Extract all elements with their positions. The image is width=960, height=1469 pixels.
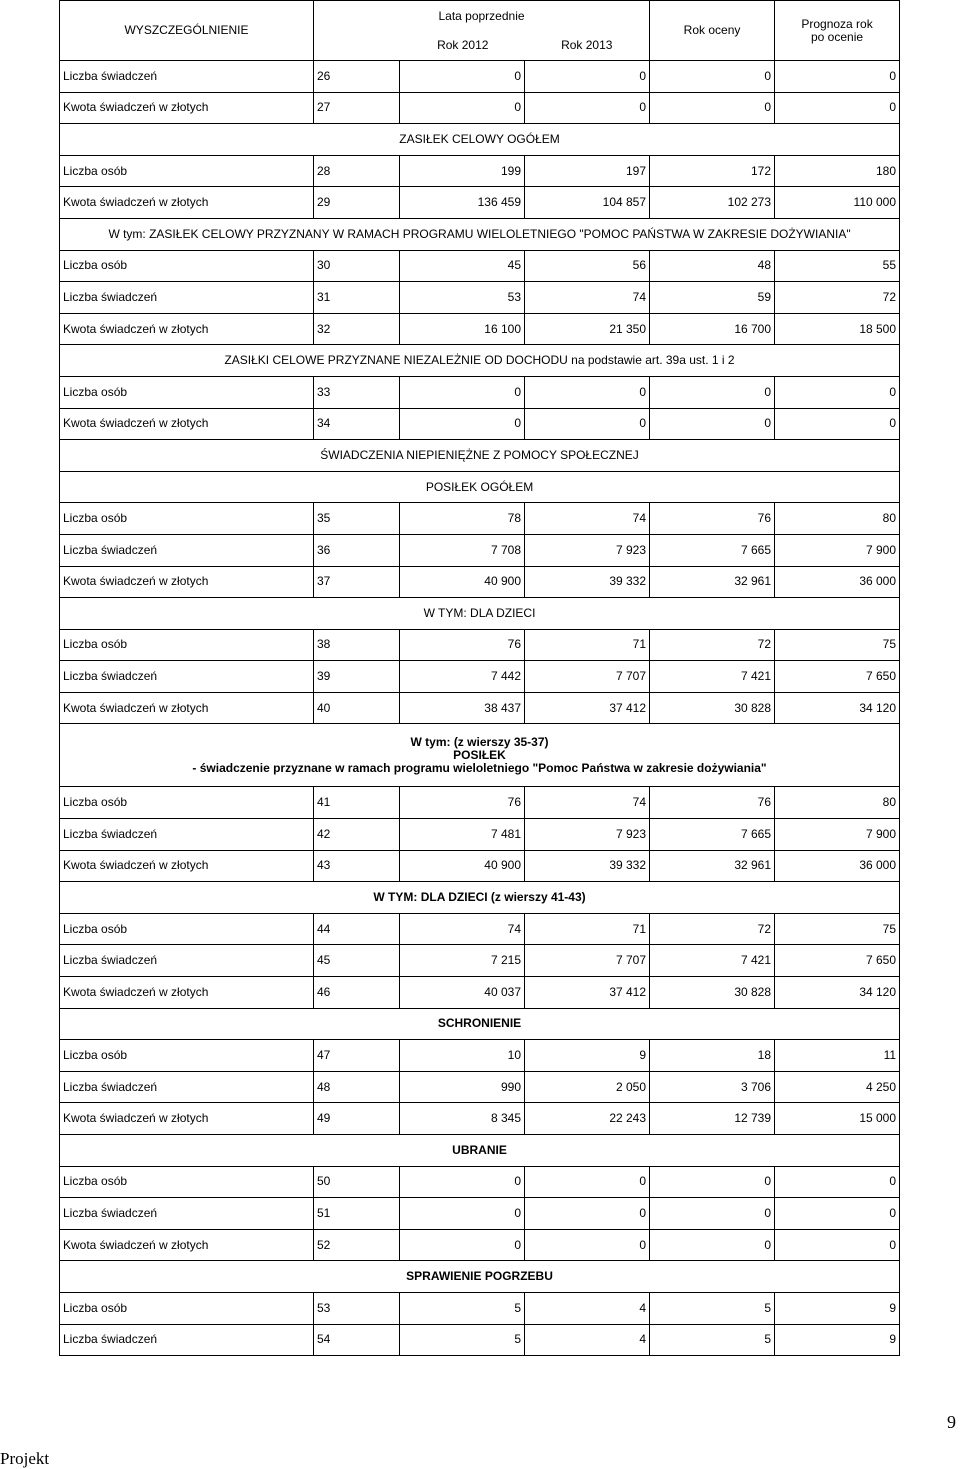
section-row bbox=[60, 440, 900, 472]
row-number: 50 bbox=[314, 1166, 400, 1198]
row-label: Kwota świadczeń w złotych bbox=[60, 692, 314, 724]
report-table bbox=[59, 0, 900, 1356]
value-rating-year: 5 bbox=[650, 1324, 775, 1356]
value-rating-year: 59 bbox=[650, 282, 775, 314]
row-number: 30 bbox=[314, 250, 400, 282]
value-forecast: 110 000 bbox=[775, 187, 900, 219]
value-forecast: 9 bbox=[775, 1324, 900, 1356]
row-label: Liczba osób bbox=[60, 155, 314, 187]
value-2012: 76 bbox=[400, 629, 525, 661]
row-number: 44 bbox=[314, 913, 400, 945]
value-rating-year: 72 bbox=[650, 913, 775, 945]
value-2013: 39 332 bbox=[525, 850, 650, 882]
value-rating-year: 7 421 bbox=[650, 661, 775, 693]
header-previous-years: Lata poprzednie bbox=[314, 1, 650, 32]
value-forecast: 80 bbox=[775, 787, 900, 819]
table-row bbox=[60, 155, 900, 187]
value-2013: 0 bbox=[525, 1198, 650, 1230]
row-number: 46 bbox=[314, 977, 400, 1009]
section-row bbox=[60, 1261, 900, 1293]
row-number: 27 bbox=[314, 92, 400, 124]
value-2012: 78 bbox=[400, 503, 525, 535]
value-forecast: 0 bbox=[775, 408, 900, 440]
table-row bbox=[60, 977, 900, 1009]
header-year-2012: Rok 2012 bbox=[314, 31, 525, 61]
row-number: 34 bbox=[314, 408, 400, 440]
row-label: Kwota świadczeń w złotych bbox=[60, 850, 314, 882]
row-label: Liczba osób bbox=[60, 376, 314, 408]
value-2013: 0 bbox=[525, 408, 650, 440]
table-row bbox=[60, 850, 900, 882]
value-forecast: 15 000 bbox=[775, 1103, 900, 1135]
value-2013: 37 412 bbox=[525, 977, 650, 1009]
value-forecast: 11 bbox=[775, 1040, 900, 1072]
header-year-2013: Rok 2013 bbox=[525, 31, 650, 61]
row-number: 43 bbox=[314, 850, 400, 882]
value-forecast: 0 bbox=[775, 61, 900, 93]
value-rating-year: 32 961 bbox=[650, 850, 775, 882]
row-number: 47 bbox=[314, 1040, 400, 1072]
table-row bbox=[60, 819, 900, 851]
table-row bbox=[60, 313, 900, 345]
value-rating-year: 0 bbox=[650, 1166, 775, 1198]
table-row bbox=[60, 1292, 900, 1324]
row-label: Liczba świadczeń bbox=[60, 1324, 314, 1356]
value-2012: 7 442 bbox=[400, 661, 525, 693]
page-number: 9 bbox=[947, 1412, 956, 1432]
value-2013: 71 bbox=[525, 629, 650, 661]
value-2012: 40 037 bbox=[400, 977, 525, 1009]
value-2012: 0 bbox=[400, 1229, 525, 1261]
row-label: Liczba świadczeń bbox=[60, 661, 314, 693]
value-2013: 7 707 bbox=[525, 661, 650, 693]
value-rating-year: 32 961 bbox=[650, 566, 775, 598]
header-description: WYSZCZEGÓLNIENIE bbox=[60, 1, 314, 61]
row-number: 48 bbox=[314, 1071, 400, 1103]
value-rating-year: 0 bbox=[650, 1229, 775, 1261]
table-row bbox=[60, 61, 900, 93]
row-number: 35 bbox=[314, 503, 400, 535]
row-number: 29 bbox=[314, 187, 400, 219]
section-row bbox=[60, 345, 900, 377]
section-heading: ŚWIADCZENIA NIEPIENIĘŻNE Z POMOCY SPOŁECZNEJ bbox=[60, 440, 900, 472]
value-2012: 7 481 bbox=[400, 819, 525, 851]
value-2012: 45 bbox=[400, 250, 525, 282]
row-number: 40 bbox=[314, 692, 400, 724]
table-row bbox=[60, 1324, 900, 1356]
value-2013: 4 bbox=[525, 1324, 650, 1356]
value-rating-year: 102 273 bbox=[650, 187, 775, 219]
value-rating-year: 18 bbox=[650, 1040, 775, 1072]
value-rating-year: 0 bbox=[650, 408, 775, 440]
value-2012: 53 bbox=[400, 282, 525, 314]
table-row bbox=[60, 1166, 900, 1198]
row-number: 28 bbox=[314, 155, 400, 187]
row-label: Liczba osób bbox=[60, 503, 314, 535]
value-2013: 74 bbox=[525, 282, 650, 314]
value-2012: 74 bbox=[400, 913, 525, 945]
section-row bbox=[60, 598, 900, 630]
value-2013: 22 243 bbox=[525, 1103, 650, 1135]
section-row bbox=[60, 724, 900, 787]
table-row bbox=[60, 376, 900, 408]
value-2012: 16 100 bbox=[400, 313, 525, 345]
value-rating-year: 0 bbox=[650, 1198, 775, 1230]
value-2012: 0 bbox=[400, 1166, 525, 1198]
value-2013: 56 bbox=[525, 250, 650, 282]
table-row bbox=[60, 945, 900, 977]
value-2012: 0 bbox=[400, 61, 525, 93]
value-forecast: 80 bbox=[775, 503, 900, 535]
value-forecast: 9 bbox=[775, 1292, 900, 1324]
section-row bbox=[60, 1008, 900, 1040]
value-rating-year: 30 828 bbox=[650, 692, 775, 724]
value-2013: 2 050 bbox=[525, 1071, 650, 1103]
row-label: Kwota świadczeń w złotych bbox=[60, 1229, 314, 1261]
value-2012: 76 bbox=[400, 787, 525, 819]
row-label: Kwota świadczeń w złotych bbox=[60, 408, 314, 440]
row-number: 45 bbox=[314, 945, 400, 977]
section-row bbox=[60, 218, 900, 250]
value-2012: 10 bbox=[400, 1040, 525, 1072]
row-label: Liczba świadczeń bbox=[60, 282, 314, 314]
value-forecast: 0 bbox=[775, 1229, 900, 1261]
value-rating-year: 7 421 bbox=[650, 945, 775, 977]
row-number: 51 bbox=[314, 1198, 400, 1230]
value-2012: 199 bbox=[400, 155, 525, 187]
value-2012: 7 708 bbox=[400, 534, 525, 566]
row-number: 36 bbox=[314, 534, 400, 566]
value-forecast: 7 900 bbox=[775, 819, 900, 851]
section-row bbox=[60, 471, 900, 503]
value-forecast: 34 120 bbox=[775, 692, 900, 724]
row-label: Kwota świadczeń w złotych bbox=[60, 977, 314, 1009]
table-row bbox=[60, 250, 900, 282]
value-forecast: 36 000 bbox=[775, 850, 900, 882]
value-2013: 21 350 bbox=[525, 313, 650, 345]
row-label: Liczba osób bbox=[60, 787, 314, 819]
section-heading: UBRANIE bbox=[60, 1135, 900, 1167]
value-rating-year: 3 706 bbox=[650, 1071, 775, 1103]
value-forecast: 4 250 bbox=[775, 1071, 900, 1103]
row-label: Kwota świadczeń w złotych bbox=[60, 1103, 314, 1135]
value-2013: 9 bbox=[525, 1040, 650, 1072]
section-heading: ZASIŁKI CELOWE PRZYZNANE NIEZALEŻNIE OD DOCHODU na podstawie art. 39a ust. 1 i 2 bbox=[60, 345, 900, 377]
table-row bbox=[60, 408, 900, 440]
value-forecast: 7 900 bbox=[775, 534, 900, 566]
value-forecast: 72 bbox=[775, 282, 900, 314]
row-label: Kwota świadczeń w złotych bbox=[60, 187, 314, 219]
value-forecast: 0 bbox=[775, 92, 900, 124]
table-row bbox=[60, 692, 900, 724]
value-2012: 40 900 bbox=[400, 850, 525, 882]
value-2012: 40 900 bbox=[400, 566, 525, 598]
value-forecast: 180 bbox=[775, 155, 900, 187]
row-number: 33 bbox=[314, 376, 400, 408]
header-rating-year: Rok oceny bbox=[650, 1, 775, 61]
table-row bbox=[60, 913, 900, 945]
section-heading: W tym: (z wierszy 35-37) POSIŁEK - świadczenie przyznane w ramach programu wieloletniego "Pomoc Państwa w zakresie dożywiania" bbox=[60, 724, 900, 787]
section-row bbox=[60, 124, 900, 156]
table-row bbox=[60, 1198, 900, 1230]
value-2013: 37 412 bbox=[525, 692, 650, 724]
value-2012: 0 bbox=[400, 408, 525, 440]
value-rating-year: 7 665 bbox=[650, 534, 775, 566]
row-number: 38 bbox=[314, 629, 400, 661]
row-label: Liczba osób bbox=[60, 1166, 314, 1198]
value-forecast: 0 bbox=[775, 1166, 900, 1198]
value-2012: 8 345 bbox=[400, 1103, 525, 1135]
row-label: Liczba osób bbox=[60, 250, 314, 282]
row-number: 54 bbox=[314, 1324, 400, 1356]
value-2012: 0 bbox=[400, 376, 525, 408]
value-forecast: 0 bbox=[775, 376, 900, 408]
value-rating-year: 172 bbox=[650, 155, 775, 187]
value-rating-year: 76 bbox=[650, 787, 775, 819]
value-2012: 0 bbox=[400, 92, 525, 124]
value-rating-year: 16 700 bbox=[650, 313, 775, 345]
value-forecast: 7 650 bbox=[775, 661, 900, 693]
value-forecast: 36 000 bbox=[775, 566, 900, 598]
table-row bbox=[60, 566, 900, 598]
section-heading: W TYM: DLA DZIECI bbox=[60, 598, 900, 630]
row-label: Liczba świadczeń bbox=[60, 534, 314, 566]
value-2013: 74 bbox=[525, 503, 650, 535]
row-number: 42 bbox=[314, 819, 400, 851]
value-2013: 39 332 bbox=[525, 566, 650, 598]
table-row bbox=[60, 787, 900, 819]
section-heading: POSIŁEK OGÓŁEM bbox=[60, 471, 900, 503]
table-row bbox=[60, 1103, 900, 1135]
row-number: 31 bbox=[314, 282, 400, 314]
value-forecast: 7 650 bbox=[775, 945, 900, 977]
value-rating-year: 12 739 bbox=[650, 1103, 775, 1135]
value-2012: 136 459 bbox=[400, 187, 525, 219]
value-rating-year: 72 bbox=[650, 629, 775, 661]
section-row bbox=[60, 882, 900, 914]
value-rating-year: 0 bbox=[650, 376, 775, 408]
table-row bbox=[60, 503, 900, 535]
value-2013: 0 bbox=[525, 376, 650, 408]
value-forecast: 18 500 bbox=[775, 313, 900, 345]
value-forecast: 55 bbox=[775, 250, 900, 282]
row-number: 32 bbox=[314, 313, 400, 345]
value-2013: 7 923 bbox=[525, 819, 650, 851]
section-heading: SCHRONIENIE bbox=[60, 1008, 900, 1040]
section-row bbox=[60, 1135, 900, 1167]
row-label: Liczba osób bbox=[60, 1040, 314, 1072]
row-label: Liczba osób bbox=[60, 913, 314, 945]
value-rating-year: 76 bbox=[650, 503, 775, 535]
row-label: Liczba świadczeń bbox=[60, 1071, 314, 1103]
value-2012: 990 bbox=[400, 1071, 525, 1103]
report-body bbox=[60, 61, 900, 1356]
value-rating-year: 7 665 bbox=[650, 819, 775, 851]
value-2013: 7 707 bbox=[525, 945, 650, 977]
section-heading: ZASIŁEK CELOWY OGÓŁEM bbox=[60, 124, 900, 156]
section-heading: W TYM: DLA DZIECI (z wierszy 41-43) bbox=[60, 882, 900, 914]
table-row bbox=[60, 661, 900, 693]
row-number: 52 bbox=[314, 1229, 400, 1261]
table-row bbox=[60, 1040, 900, 1072]
value-2012: 0 bbox=[400, 1198, 525, 1230]
section-heading: W tym: ZASIŁEK CELOWY PRZYZNANY W RAMACH PROGRAMU WIELOLETNIEGO "POMOC PAŃSTWA W ZAKRESIE DOŻYWIANIA" bbox=[60, 218, 900, 250]
header-forecast-text: Prognoza rok po ocenie bbox=[801, 16, 873, 44]
value-rating-year: 0 bbox=[650, 92, 775, 124]
header-forecast bbox=[775, 1, 900, 61]
row-label: Liczba osób bbox=[60, 1292, 314, 1324]
value-rating-year: 5 bbox=[650, 1292, 775, 1324]
table-row bbox=[60, 1071, 900, 1103]
value-2013: 0 bbox=[525, 61, 650, 93]
value-rating-year: 30 828 bbox=[650, 977, 775, 1009]
row-label: Liczba świadczeń bbox=[60, 1198, 314, 1230]
value-2013: 0 bbox=[525, 92, 650, 124]
value-forecast: 75 bbox=[775, 629, 900, 661]
value-2012: 38 437 bbox=[400, 692, 525, 724]
value-forecast: 0 bbox=[775, 1198, 900, 1230]
table-row bbox=[60, 629, 900, 661]
row-label: Liczba świadczeń bbox=[60, 61, 314, 93]
row-label: Liczba świadczeń bbox=[60, 945, 314, 977]
footer-projekt: Projekt bbox=[0, 1449, 50, 1468]
table-row bbox=[60, 534, 900, 566]
value-2012: 7 215 bbox=[400, 945, 525, 977]
table-row bbox=[60, 92, 900, 124]
value-2013: 71 bbox=[525, 913, 650, 945]
value-2013: 197 bbox=[525, 155, 650, 187]
value-2013: 74 bbox=[525, 787, 650, 819]
value-forecast: 75 bbox=[775, 913, 900, 945]
value-forecast: 34 120 bbox=[775, 977, 900, 1009]
value-2013: 7 923 bbox=[525, 534, 650, 566]
row-label: Kwota świadczeń w złotych bbox=[60, 566, 314, 598]
row-label: Liczba osób bbox=[60, 629, 314, 661]
section-heading: SPRAWIENIE POGRZEBU bbox=[60, 1261, 900, 1293]
value-rating-year: 48 bbox=[650, 250, 775, 282]
table-row bbox=[60, 282, 900, 314]
row-number: 41 bbox=[314, 787, 400, 819]
value-2012: 5 bbox=[400, 1292, 525, 1324]
row-number: 49 bbox=[314, 1103, 400, 1135]
row-number: 37 bbox=[314, 566, 400, 598]
value-rating-year: 0 bbox=[650, 61, 775, 93]
table-row bbox=[60, 187, 900, 219]
row-label: Kwota świadczeń w złotych bbox=[60, 313, 314, 345]
value-2013: 0 bbox=[525, 1166, 650, 1198]
row-label: Kwota świadczeń w złotych bbox=[60, 92, 314, 124]
value-2013: 0 bbox=[525, 1229, 650, 1261]
table-row bbox=[60, 1229, 900, 1261]
value-2013: 4 bbox=[525, 1292, 650, 1324]
value-2013: 104 857 bbox=[525, 187, 650, 219]
row-label: Liczba świadczeń bbox=[60, 819, 314, 851]
row-number: 53 bbox=[314, 1292, 400, 1324]
row-number: 26 bbox=[314, 61, 400, 93]
row-number: 39 bbox=[314, 661, 400, 693]
value-2012: 5 bbox=[400, 1324, 525, 1356]
